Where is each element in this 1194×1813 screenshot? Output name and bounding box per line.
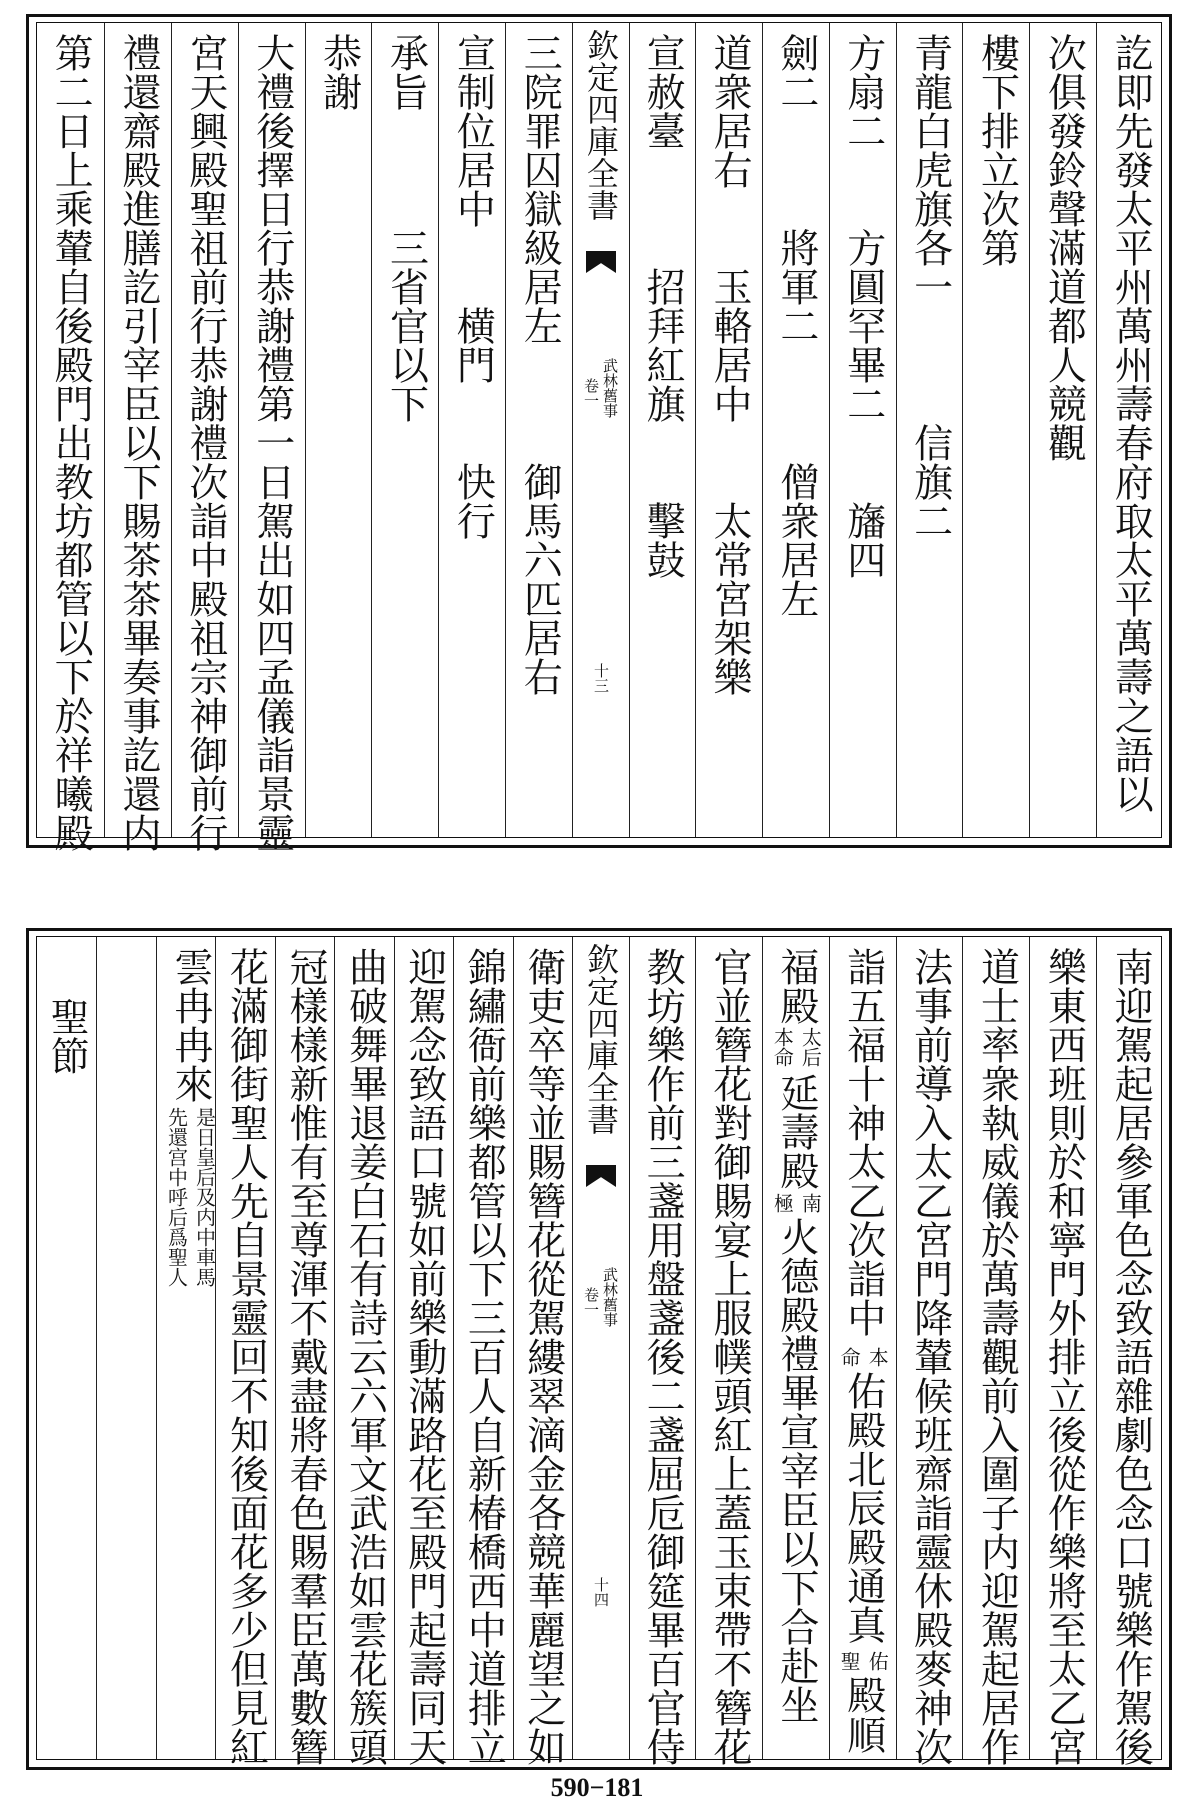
bottom-text-line-note: 太后 <box>798 1027 823 1067</box>
bottom-text-line-segment: 火德殿禮畢宣宰臣以下合赴坐 <box>773 1217 819 1724</box>
top-left-2-column <box>371 23 439 837</box>
top-text-line: 宣赦臺 招拜紅旗 擊鼓 <box>640 33 686 579</box>
bottom-right-5-column <box>762 937 830 1759</box>
page-number: 590−181 <box>550 1773 644 1802</box>
bottom-left-2-column <box>394 937 454 1766</box>
bottom-text-line: 聖節 <box>44 997 90 1075</box>
bottom-header-title: 欽定四庫全書 <box>582 943 620 1135</box>
bottom-text-line-segment: 殿 <box>840 1675 886 1714</box>
bottom-left-8-column <box>37 937 96 1759</box>
top-left-3-column <box>305 23 373 837</box>
top-text-line: 樓下排立次第 <box>974 33 1020 267</box>
top-header-title: 欽定四庫全書 <box>582 29 620 221</box>
top-text-line: 承旨 三省官以下 <box>383 33 429 423</box>
top-right-1-column <box>1029 23 1097 837</box>
top-text-line: 大禮後擇日行恭謝禮第一日駕出如四孟儀詣景靈 <box>249 33 295 852</box>
bottom-left-0-column <box>513 937 573 1766</box>
bottom-volume-label: 卷一 <box>582 1287 600 1317</box>
bottom-text-line-note: 命 <box>837 1347 862 1367</box>
bottom-text-line-note: 是日皇后及内中車馬 <box>192 1107 217 1287</box>
bottom-text-line-note: 本 <box>865 1347 890 1367</box>
top-left-0-column <box>505 23 573 837</box>
top-right-4-column <box>829 23 897 837</box>
bottom-page <box>0 920 1194 1813</box>
bottom-text-line: 法事前導入太乙宮門降輦候班齋詣靈休殿麥神次 <box>907 947 953 1766</box>
bottom-text-line-segment: 詣五福十神太乙次詣中 <box>840 947 886 1337</box>
bottom-left-5-column <box>215 937 275 1766</box>
bottom-text-line-note: 南 <box>798 1193 823 1213</box>
bottom-leaf-number: 十四 <box>592 1577 610 1607</box>
bottom-left-6-column <box>156 937 216 1759</box>
bottom-text-line-tail: 順 <box>840 1715 886 1754</box>
top-text-line: 恭謝 <box>316 33 362 111</box>
top-inner-border <box>36 22 1162 852</box>
bottom-text-line: 衛吏卒等並賜簪花從駕縷翠滴金各競華麗望之如 <box>520 947 566 1766</box>
bottom-left-4-column <box>275 937 335 1766</box>
bottom-left-1-column <box>453 937 513 1766</box>
bottom-right-4-column <box>829 937 897 1759</box>
bottom-text-line-note: 聖 <box>837 1651 862 1671</box>
bottom-left-7-column <box>96 937 156 1759</box>
bottom-text-line: 樂東西班則於和寧門外排立後從作樂將至太乙宮 <box>1041 947 1087 1766</box>
top-volume-label: 卷一 <box>582 378 600 408</box>
bottom-right-1-column <box>1029 937 1097 1766</box>
bottom-text-line: 曲破舞畢退姜白石有詩云六軍文武浩如雲花簇頭 <box>342 947 388 1766</box>
top-text-line: 次俱發鈴聲滿道都人競觀 <box>1041 33 1087 462</box>
top-text-line: 宮天興殿聖祖前行恭謝禮次詣中殿祖宗神御前行 <box>182 33 228 852</box>
bottom-text-line: 冠樣樣新惟有至尊渾不戴盡將春色賜羣臣萬數簪 <box>282 947 328 1766</box>
top-right-7-column <box>628 23 696 837</box>
top-text-line: 第二日上乘輦自後殿門出教坊都管以下於祥曦殿 <box>48 33 94 852</box>
top-text-line: 劍二 將軍二 僧衆居左 <box>773 33 819 618</box>
bottom-text-line: 錦繡衙前樂都管以下三百人自新椿橋西中道排立 <box>461 947 507 1766</box>
bottom-book-title: 武林舊事 <box>601 1267 619 1327</box>
bottom-right-2-column <box>962 937 1030 1766</box>
bottom-right-6-column <box>695 937 763 1766</box>
bottom-text-line: 花滿御街聖人先自景靈回不知後面花多少但見紅 <box>223 947 269 1766</box>
bottom-center-band <box>572 937 630 1759</box>
top-book-title: 武林舊事 <box>601 358 619 418</box>
top-text-line: 青龍白虎旗各一 信旗二 <box>907 33 953 540</box>
top-right-0-column <box>1096 23 1164 837</box>
top-text-line: 宣制位居中 横門 快行 <box>450 33 496 540</box>
bottom-inner-border <box>36 936 1162 1766</box>
bottom-fishtail-ornament <box>586 1165 616 1187</box>
bottom-text-line-segment: 延壽殿 <box>773 1073 819 1190</box>
top-center-band <box>572 23 630 837</box>
top-left-7-column <box>37 23 104 852</box>
bottom-text-line: 道士率衆執威儀於萬壽觀前入圍子内迎駕起居作 <box>974 947 1020 1766</box>
bottom-text-line-segment: 福殿 <box>773 947 819 1025</box>
bottom-text-line-segment: 雲冉冉來 <box>168 947 214 1103</box>
top-text-line: 道衆居右 玉輅居中 太常宮架樂 <box>707 33 753 696</box>
bottom-right-3-column <box>896 937 964 1766</box>
top-text-line: 訖即先發太平州萬州壽春府取太平萬壽之語以 <box>1108 33 1154 813</box>
top-right-2-column <box>962 23 1030 837</box>
bottom-text-line-note: 佑 <box>865 1651 890 1671</box>
top-right-5-column <box>762 23 830 837</box>
top-text-line: 禮還齋殿進膳訖引宰臣以下賜茶茶畢奏事訖還内 <box>116 33 162 852</box>
top-left-1-column <box>438 23 506 837</box>
bottom-text-line: 迎駕念致語口號如前樂動滿路花至殿門起壽同天 <box>401 947 447 1766</box>
bottom-left-3-column <box>334 937 394 1766</box>
top-right-3-column <box>896 23 964 837</box>
bottom-text-line-note: 極 <box>770 1193 795 1213</box>
bottom-text-line: 官並簪花對御賜宴上服幞頭紅上蓋玉束帶不簪花 <box>707 947 753 1766</box>
top-fishtail-ornament <box>586 251 616 273</box>
bottom-right-0-column <box>1096 937 1164 1766</box>
bottom-text-line-segment: 佑殿北辰殿通真 <box>840 1371 886 1644</box>
top-page <box>0 0 1194 850</box>
bottom-text-line-note: 先還宫中呼后爲聖人 <box>164 1107 189 1287</box>
bottom-text-line-note: 本命 <box>770 1027 795 1067</box>
bottom-text-line: 南迎駕起居參軍色念致語雜劇色念口號樂作駕後 <box>1108 947 1154 1766</box>
bottom-right-7-column <box>628 937 696 1766</box>
top-leaf-number: 十三 <box>592 663 610 693</box>
top-left-5-column <box>171 23 239 852</box>
top-left-4-column <box>238 23 306 852</box>
top-text-line: 方扇二 方圓罕畢二 旛四 <box>840 33 886 579</box>
bottom-text-line: 教坊樂作前三盞用盤盞後二盞屈卮御筵畢百官侍 <box>640 947 686 1766</box>
top-right-6-column <box>695 23 763 837</box>
top-left-6-column <box>104 23 172 852</box>
top-text-line: 三院罪囚獄級居左 御馬六匹居右 <box>517 33 563 696</box>
